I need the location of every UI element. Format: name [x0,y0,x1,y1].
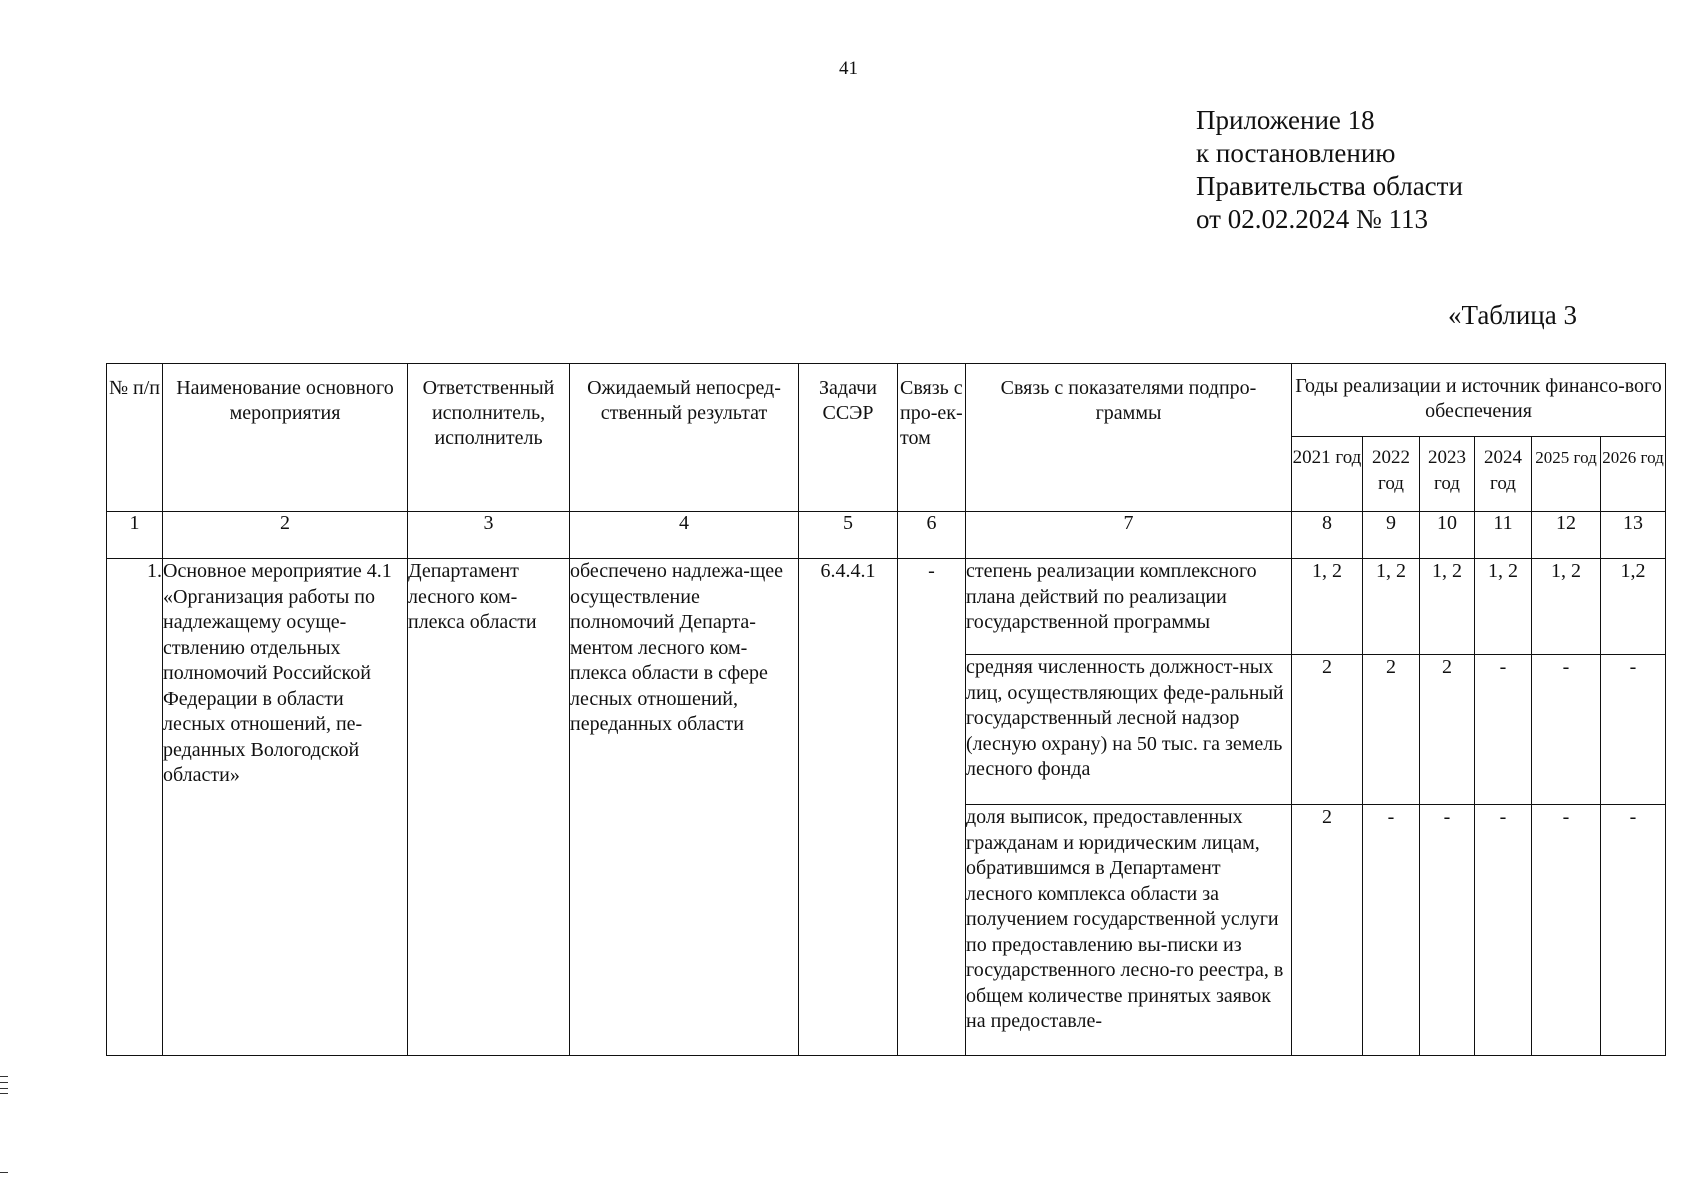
page-number: 41 [839,58,858,79]
header-year: 2023 год [1420,437,1475,512]
column-number-row [107,512,1666,559]
indicator-value: - [1363,805,1420,1056]
indicator-value: 2 [1363,655,1420,805]
indicator-value: 2 [1292,655,1363,805]
header-responsible: Ответственный исполнитель, исполнитель [408,364,570,512]
header-num: № п/п [107,364,163,512]
table-row [107,559,1666,655]
appendix-line: от 02.02.2024 № 113 [1196,204,1428,234]
indicator-value: - [1420,805,1475,1056]
header-indicators: Связь с показателями подпро-граммы [966,364,1292,512]
scan-edge-mark [0,1076,8,1077]
scan-edge-mark [0,1088,8,1089]
header-link-project: Связь с про-ек-том [898,364,966,512]
ssер-tasks: 6.4.4.1 [799,559,898,1056]
indicator-value: - [1532,805,1601,1056]
scan-edge-mark [0,1093,8,1094]
header-name: Наименование основного мероприятия [163,364,408,512]
indicator-text: степень реализации комплексного плана действий по реализации государственной программы [966,559,1292,655]
appendix-line: Правительства области [1196,171,1463,201]
column-number: 7 [966,512,1292,559]
indicator-value: - [1601,655,1666,805]
scan-edge-mark [0,1172,8,1173]
responsible-executor: Департамент лесного ком-плекса области [408,559,570,1056]
indicator-value: 2 [1292,805,1363,1056]
column-number: 4 [570,512,799,559]
table-label: «Таблица 3 [1448,300,1577,330]
header-row [107,364,1666,437]
header-year: 2025 год [1532,437,1601,512]
column-number: 8 [1292,512,1363,559]
column-number: 10 [1420,512,1475,559]
appendix-line: Приложение 18 [1196,105,1375,135]
indicator-text: доля выписок, предоставленных гражданам и юридическим лицам, обратившимся в Департамент лесного комплекса области за получением государственной услуги по предоставлению вы-писки из государственного лесно-го реестра, в общем количестве принятых заявок на предоставле- [966,805,1292,1056]
column-number: 13 [1601,512,1666,559]
indicator-value: 1, 2 [1363,559,1420,655]
column-number: 12 [1532,512,1601,559]
project-link: - [898,559,966,1056]
scan-edge-mark [0,1082,8,1083]
row-num: 1. [107,559,163,1056]
indicator-text: средняя численность должност-ных лиц, осуществляющих феде-ральный государственный лесной надзор (лесную охрану) на 50 тыс. га земель лесного фонда [966,655,1292,805]
indicator-value: - [1601,805,1666,1056]
measures-table [106,363,1666,1056]
indicator-value: - [1475,805,1532,1056]
expected-result: обеспечено надлежа-щее осуществление полномочий Департа-ментом лесного ком-плекса области в сфере лесных отношений, переданных области [570,559,799,1056]
indicator-value: 1, 2 [1532,559,1601,655]
header-tasks: Задачи ССЭР [799,364,898,512]
header-years-group: Годы реализации и источник финансо-вого обеспечения [1292,364,1666,437]
indicator-value: - [1532,655,1601,805]
header-year: 2024 год [1475,437,1532,512]
indicator-value: 1, 2 [1420,559,1475,655]
column-number: 2 [163,512,408,559]
indicator-value: 1, 2 [1292,559,1363,655]
appendix-line: к постановлению [1196,138,1396,168]
header-result: Ожидаемый непосред-ственный результат [570,364,799,512]
column-number: 5 [799,512,898,559]
header-year: 2026 год [1601,437,1666,512]
column-number: 1 [107,512,163,559]
indicator-value: 1,2 [1601,559,1666,655]
indicator-value: 1, 2 [1475,559,1532,655]
column-number: 6 [898,512,966,559]
header-year: 2021 год [1292,437,1363,512]
column-number: 3 [408,512,570,559]
header-year: 2022 год [1363,437,1420,512]
appendix-block [1196,104,1463,236]
indicator-value: 2 [1420,655,1475,805]
indicator-value: - [1475,655,1532,805]
column-number: 11 [1475,512,1532,559]
measure-name: Основное мероприятие 4.1 «Организация работы по надлежащему осуще-ствлению отдельных полномочий Российской Федерации в области лесных отношений, пе-реданных Вологодской области» [163,559,408,1056]
column-number: 9 [1363,512,1420,559]
